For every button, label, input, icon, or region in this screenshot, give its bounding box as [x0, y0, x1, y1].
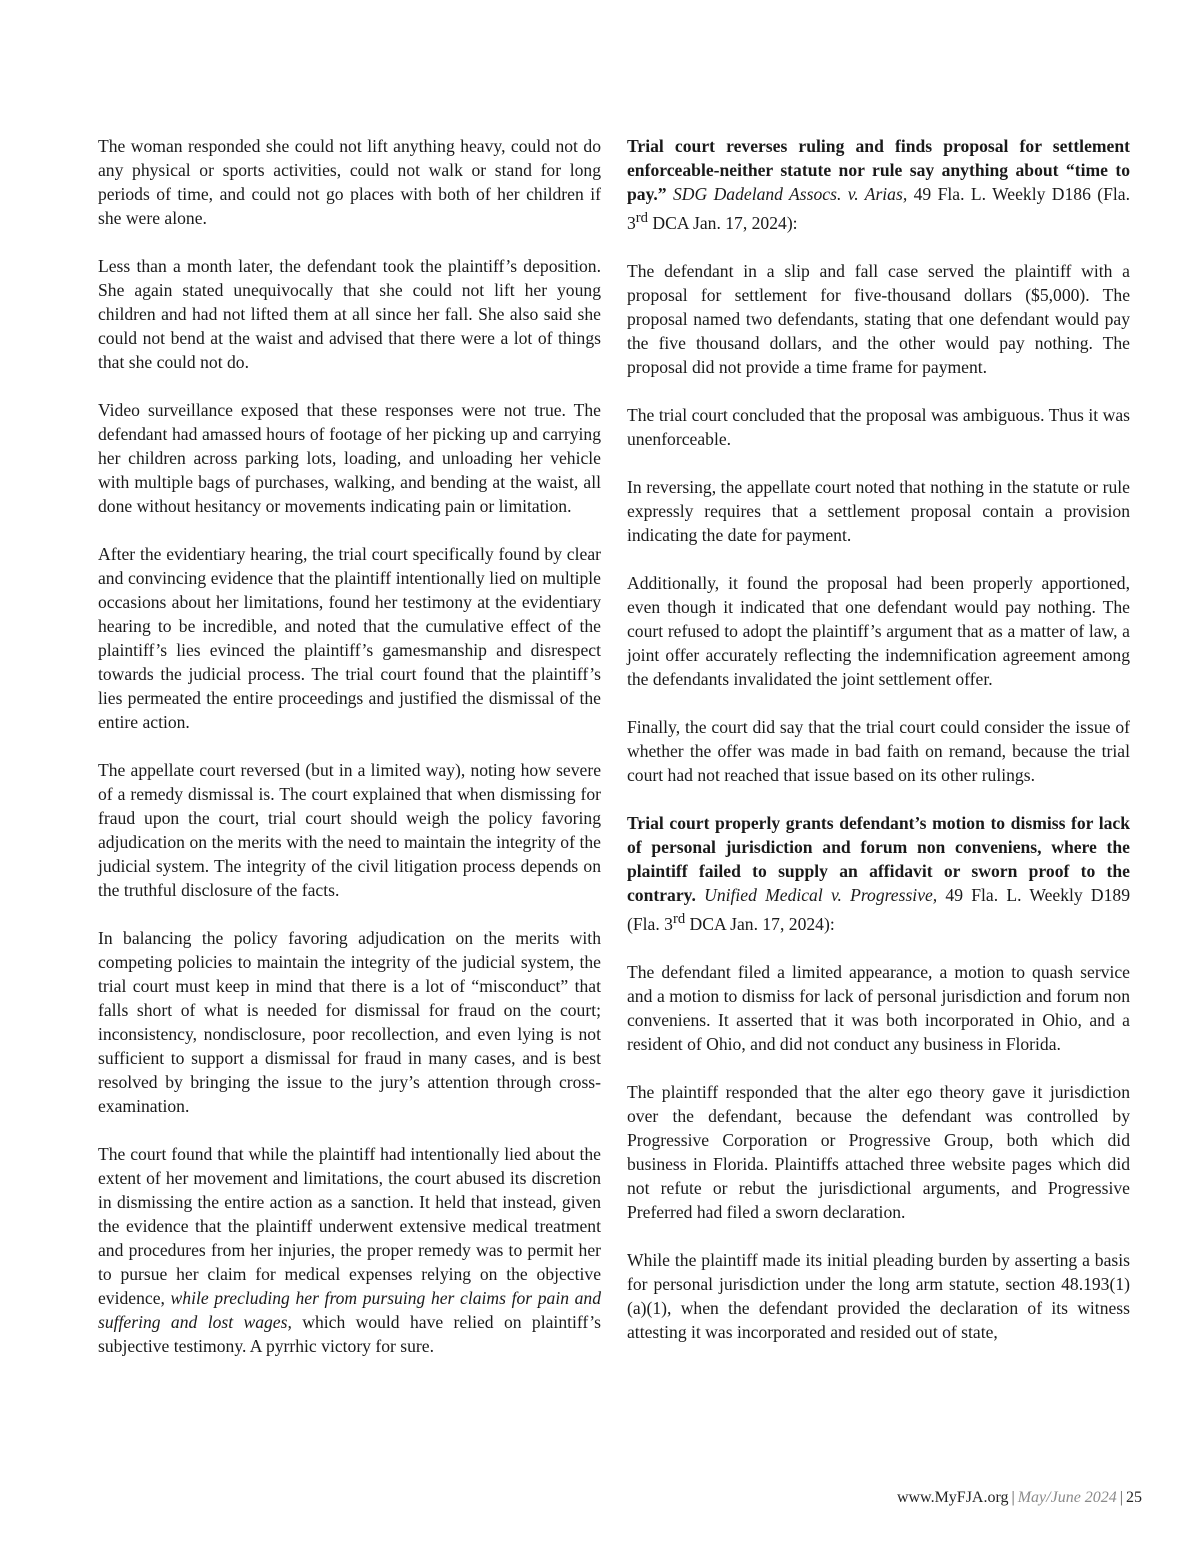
body-paragraph: The defendant in a slip and fall case served the plaintiff with a proposal for settlement for five-thousand dollars ($5,000). The proposal named two defendants, stating that one defendant would pay the five thousand dollars, and the other would pay nothing. The proposal did not provide a time frame for payment. [627, 260, 1130, 377]
body-paragraph: Video surveillance exposed that these responses were not true. The defendant had amassed hours of footage of her picking up and carrying her children across parking lots, loading, and unloading her vehicle with multiple bags of purchases, walking, and bending at the waist, all done without hesitancy or movements indicating pain or limitation. [98, 400, 601, 516]
page-footer [897, 1488, 1142, 1508]
emphasis-text: while precluding her from pursuing her claims for pain and suffering and lost wages, [98, 1288, 602, 1332]
citation-superscript: rd [672, 910, 686, 927]
case-citation: 49 Fla. L. Weekly D186 (Fla. 3 [627, 184, 1130, 233]
paragraph-text: which would have relied on plaintiff’s subjective testimony. A pyrrhic victory for sure. [98, 1312, 601, 1356]
body-paragraph: The appellate court reversed (but in a limited way), noting how severe of a remedy dismissal is. The court explained that when dismissing for fraud upon the court, trial court should weigh the policy favoring adjudication on the merits with the need to maintain the integrity of the judicial system. The integrity of the civil litigation process depends on the truthful disclosure of the facts. [98, 760, 601, 900]
case-heading-text: Trial court reverses ruling and finds proposal for settlement enforceable-neither statute nor rule say anything about “time to pay.” [627, 136, 1130, 204]
footer-separator: | [1119, 1489, 1123, 1506]
body-paragraph: The woman responded she could not lift anything heavy, could not do any physical or sports activities, could not walk or stand for long periods of time, and could not go places with both of her children if she were alone. [98, 136, 601, 228]
case-citation: 49 Fla. L. Weekly D189 (Fla. 3 [627, 884, 1130, 934]
right-column [627, 134, 1130, 1344]
body-paragraph: After the evidentiary hearing, the trial court specifically found by clear and convincing evidence that the plaintiff intentionally lied on multiple occasions about her limitations, found her testimony at the evidentiary hearing to be incredible, and noted that the cumulative effect of the plaintiff’s lies evinced the plaintiff’s gamesmanship and disrespect towards the judicial process. The trial court found that the plaintiff’s lies permeated the entire proceedings and justified the dismissal of the entire action. [98, 544, 601, 732]
case-heading-text: Trial court properly grants defendant’s motion to dismiss for lack of personal jurisdiction and forum non conveniens, where the plaintiff failed to supply an affidavit or sworn proof to the contrary. [627, 812, 1130, 905]
footer-separator: | [1011, 1489, 1015, 1506]
body-paragraph: The plaintiff responded that the alter ego theory gave it jurisdiction over the defendant, because the defendant was controlled by Progressive Corporation or Progressive Group, both which did business in Florida. Plaintiffs attached three website pages which did not refute or rebut the jurisdictional arguments, and Progressive Preferred had filed a sworn declaration. [627, 1081, 1130, 1222]
body-paragraph: Additionally, it found the proposal had been properly apportioned, even though it indicated that one defendant would pay nothing. The court refused to adopt the plaintiff’s argument that as a matter of law, a joint offer accurately reflecting the indemnification agreement among the defendants invalidated the joint settlement offer. [627, 572, 1130, 689]
case-name: Unified Medical v. Progressive, [704, 884, 938, 905]
left-column [98, 134, 601, 1358]
body-paragraph [98, 1142, 601, 1358]
case-heading [627, 134, 1130, 235]
body-paragraph: While the plaintiff made its initial pleading burden by asserting a basis for personal jurisdiction under the long arm statute, section 48.193(1)(a)(1), when the defendant provided the declaration of its witness attesting it was incorporated and resided out of state, [627, 1249, 1130, 1342]
body-paragraph: The defendant filed a limited appearance, a motion to quash service and a motion to dismiss for lack of personal jurisdiction and forum non conveniens. It asserted that it was both incorporated in Ohio, and a resident of Ohio, and did not conduct any business in Florida. [627, 961, 1130, 1054]
case-heading [627, 811, 1130, 936]
case-citation: DCA Jan. 17, 2024): [685, 913, 835, 934]
footer-issue: May/June 2024 [1017, 1489, 1117, 1506]
page-number: 25 [1126, 1489, 1142, 1506]
body-paragraph: Finally, the court did say that the trial court could consider the issue of whether the offer was made in bad faith on remand, because the trial court had not reached that issue based on its other rulings. [627, 716, 1130, 785]
case-citation: DCA Jan. 17, 2024): [648, 212, 798, 233]
body-paragraph: In reversing, the appellate court noted that nothing in the statute or rule expressly requires that a settlement proposal contain a provision indicating the date for payment. [627, 476, 1130, 545]
body-paragraph: In balancing the policy favoring adjudication on the merits with competing policies to maintain the integrity of the judicial system, the trial court must keep in mind that there is a lot of “misconduct” that falls short of what is needed for dismissal for fraud on the court; inconsistency, nondisclosure, poor recollection, and even lying is not sufficient to support a dismissal for fraud in many cases, and is best resolved by bringing the issue to the jury’s attention through cross-examination. [98, 928, 601, 1116]
body-paragraph: The trial court concluded that the proposal was ambiguous. Thus it was unenforceable. [627, 404, 1130, 449]
paragraph-text: The court found that while the plaintiff had intentionally lied about the extent of her movement and limitations, the court abused its discretion in dismissing the entire action as a sanction. It held that instead, given the evidence that the plaintiff underwent extensive medical treatment and procedures from her injuries, the proper remedy was to permit her to pursue her claim for medical expenses relying on the objective evidence, [98, 1144, 601, 1308]
case-name: SDG Dadeland Assocs. v. Arias, [673, 184, 908, 204]
footer-site-link[interactable]: www.MyFJA.org [896, 1489, 1009, 1506]
body-paragraph: Less than a month later, the defendant took the plaintiff’s deposition. She again stated unequivocally that she could not lift her young children and had not lifted them at all since her fall. She also said she could not bend at the waist and advised that there were a lot of things that she could not do. [98, 256, 601, 372]
citation-superscript: rd [635, 210, 649, 226]
